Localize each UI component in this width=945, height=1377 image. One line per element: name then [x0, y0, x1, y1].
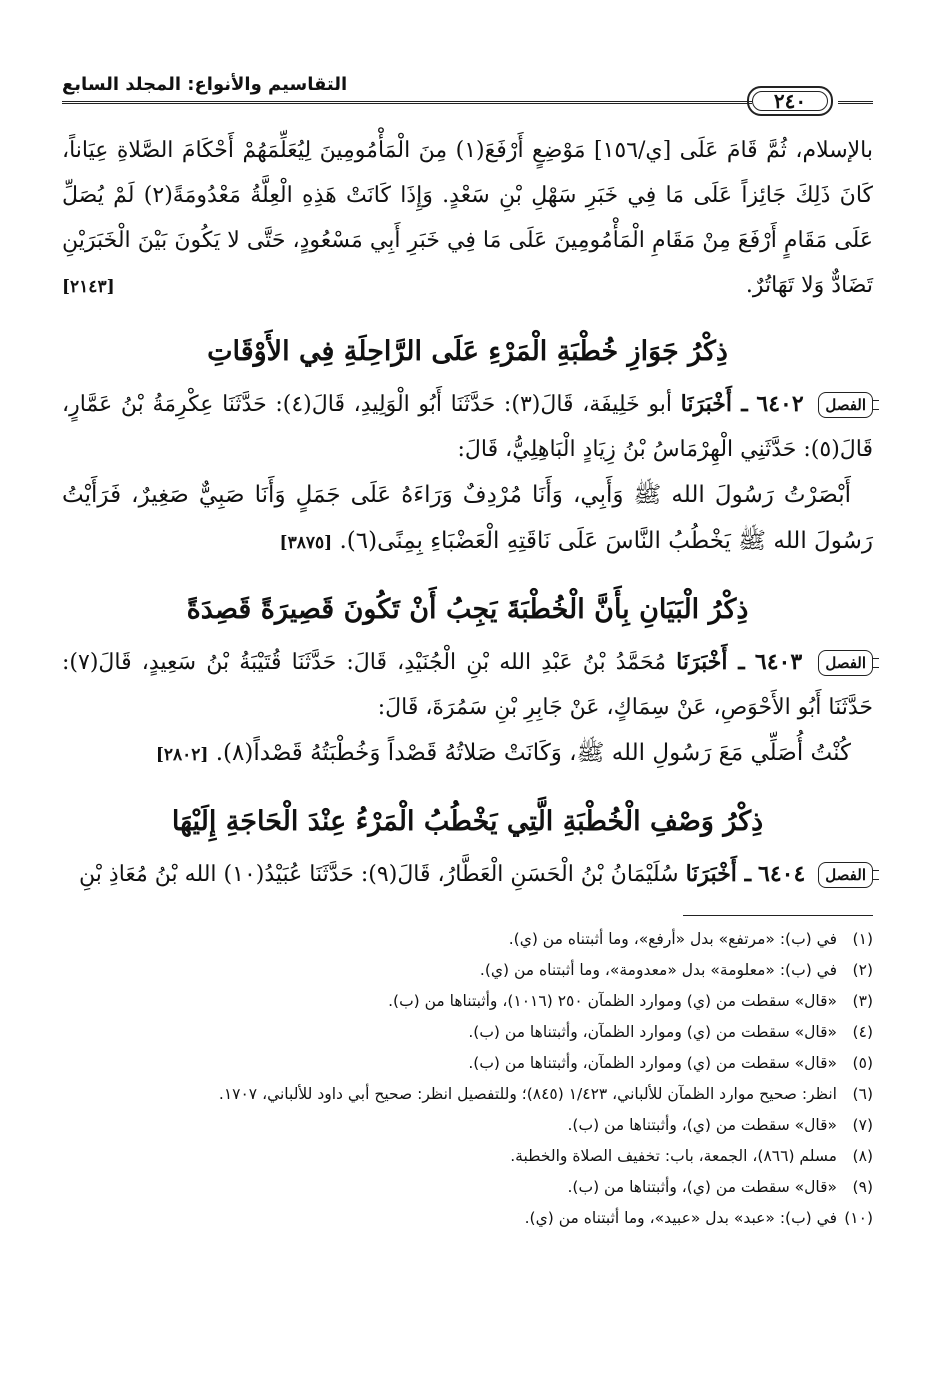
footnote-text: انظر: صحيح موارد الظمآن للألباني، ١/٤٢٣ (٨٤٥)؛ وللتفصيل انظر: صحيح أبي داود للألباني، ١٧٠٧. [218, 1085, 837, 1103]
matn-text: أَبْصَرْتُ رَسُولَ الله ﷺ وَأَبِي، وَأَنَا مُرْدِفٌ وَرَاءَهُ عَلَى جَمَلٍ وَأَنَا صَبِيٌّ صَغِيرٌ، فَرَأَيْتُ رَسُولَ الله ﷺ يَخْطُبُ النَّاسَ عَلَى نَاقَتِهِ الْعَضْبَاءِ بِمِنًى(٦). [62, 482, 873, 554]
footnote-number: (٤) [852, 1023, 873, 1041]
footnote-number: (٣) [852, 992, 873, 1010]
footnote-number: (٨) [852, 1147, 873, 1165]
section-heading: ذِكْرُ جَوَازِ خُطْبَةِ الْمَرْءِ عَلَى الرَّاحِلَةِ فِي الأَوْقَاتِ [207, 336, 728, 367]
hadith-number: ٦٤٠٣ [754, 649, 803, 675]
footnote-text: مسلم (٨٦٦)، الجمعة، باب: تخفيف الصلاة والخطبة. [510, 1147, 837, 1165]
hadith-matn [62, 730, 873, 778]
hadith-isnad: الفصل ٦٤٠٣ ـ أَخْبَرَنَا مُحَمَّدُ بْنُ عَبْدِ الله بْنِ الْجُنَيْدِ، قَالَ: حَدَّثَنَا قُتَيْبَةُ بْنُ سَعِيدٍ، قَالَ(٧): حَدَّثَنَا أَبُو الأَحْوَصِ، عَنْ سِمَاكٍ، عَنْ جَابِرِ بْنِ سَمُرَةَ، قَالَ: [62, 649, 873, 720]
page-body [62, 128, 873, 1234]
footnote [62, 1048, 873, 1079]
hadith-isnad: الفصل ٦٤٠٢ ـ أَخْبَرَنَا أبو خَلِيفَة، قَالَ(٣): حَدَّثَنَا أَبُو الْوَلِيدِ، قَالَ(٤): حَدَّثَنَا عِكْرِمَةُ بْنُ عَمَّارٍ، قَالَ(٥): حَدَّثَنِي الْهِرْمَاسُ بْنُ زِيَادٍ الْبَاهِلِيُّ، قَالَ: [62, 391, 873, 462]
fasl-badge: الفصل [818, 650, 873, 676]
footnote [62, 1079, 873, 1110]
hadith-reference: [٣٨٧٥] [279, 533, 333, 553]
fasl-badge: الفصل [818, 862, 873, 888]
footnotes [62, 924, 873, 1234]
footnote [62, 955, 873, 986]
header-rule-right [838, 101, 873, 104]
page-header [62, 70, 873, 122]
running-head: التقاسيم والأنواع: المجلد السابع [62, 74, 348, 95]
footnote-text: «قال» سقطت من (ي) وموارد الظمآن ٢٥٠ (١٠١٦)، وأثبتناها من (ب). [388, 992, 837, 1010]
header-rule [62, 101, 752, 104]
matn-text: كُنْتُ أُصَلِّي مَعَ رَسُولِ الله ﷺ، وَكَانَتْ صَلاتُهُ قَصْداً وَخُطْبَتُهُ قَصْداً(٨). [215, 740, 851, 766]
hadith-number: ٦٤٠٢ [756, 391, 804, 417]
footnote [62, 1141, 873, 1172]
intro-reference: [٢١٤٣] [62, 277, 115, 297]
akhbarana: أَخْبَرَنَا [680, 391, 732, 417]
page-number: ٢٤٠ [773, 89, 807, 113]
footnote-number: (٧) [852, 1116, 873, 1134]
footnote-text: «قال» سقطت من (ي) وموارد الظمآن، وأثبتناها من (ب). [468, 1054, 837, 1072]
section-heading: ذِكْرُ الْبَيَانِ بِأَنَّ الْخُطْبَةَ يَجِبُ أَنْ تَكُونَ قَصِيرَةً قَصِدَةً [186, 594, 749, 625]
intro-text: بالإسلام، ثُمَّ قَامَ عَلَى [ي/١٥٦] مَوْضِعٍ أَرْفَعَ(١) مِنَ الْمَأْمُومِينَ لِيُعَلِّمَهُمْ أَحْكَامَ الصَّلاةِ عِيَاناً، كَانَ ذَلِكَ جَائِزاً عَلَى مَا فِي خَبَرِ سَهْلِ بْنِ سَعْدٍ. وَإِذَا كَانَتْ هَذِهِ الْعِلَّةُ مَعْدُومَةً(٢) لَمْ يُصَلِّ عَلَى مَقَامٍ أَرْفَعَ مِنْ مَقَامِ الْمَأْمُومِينَ عَلَى مَا فِي خَبَرِ أَبِي مَسْعُودٍ، حَتَّى لا يَكُونَ بَيْنَ الْخَبَرَيْنِ تَضَادٌّ وَلا تَهَاتُرٌ. [62, 138, 874, 298]
footnote-number: (٦) [852, 1085, 873, 1103]
footnote-text: في (ب): «عبد» بدل «عبيد»، وما أثبتناه من (ي). [524, 1209, 837, 1227]
book-page [62, 70, 873, 1234]
hadith-number: ٦٤٠٤ [758, 861, 806, 887]
footnote [62, 1110, 873, 1141]
akhbarana: أَخْبَرَنَا [676, 649, 728, 675]
hadith-matn [62, 472, 873, 566]
footnote-number: (١٠) [844, 1209, 873, 1227]
footnote-text: «قال» سقطت من (ي)، وأثبتناها من (ب). [567, 1116, 837, 1134]
fasl-badge: الفصل [818, 392, 873, 418]
footnote-number: (١) [852, 930, 873, 948]
footnote [62, 1172, 873, 1203]
footnote-text: «قال» سقطت من (ي) وموارد الظمآن، وأثبتناها من (ب). [468, 1023, 837, 1041]
section-heading: ذِكْرُ وَصْفِ الْخُطْبَةِ الَّتِي يَخْطُبُ الْمَرْءُ عِنْدَ الْحَاجَةِ إِلَيْهَا [171, 806, 764, 837]
isnad-text: أبو خَلِيفَة، قَالَ(٣): حَدَّثَنَا أَبُو الْوَلِيدِ، قَالَ(٤): حَدَّثَنَا عِكْرِمَةُ بْنُ عَمَّارٍ، قَالَ(٥): حَدَّثَنِي الْهِرْمَاسُ بْنُ زِيَادٍ الْبَاهِلِيُّ، قَالَ: [62, 392, 873, 462]
footnote-text: في (ب): «مرتفع» بدل «أرفع»، وما أثبتناه من (ي). [508, 930, 837, 948]
footnote-text: «قال» سقطت من (ي)، وأثبتناها من (ب). [567, 1178, 837, 1196]
hadith-isnad: الفصل ٦٤٠٤ ـ أَخْبَرَنَا سُلَيْمَانُ بْنُ الْحَسَنِ الْعَطَّارُ، قَالَ(٩): حَدَّثَنَا عُبَيْدُ(١٠) الله بْنُ مُعَاذِ بْنِ [62, 852, 873, 897]
footnote-number: (٥) [852, 1054, 873, 1072]
footnote [62, 986, 873, 1017]
isnad-text: مُحَمَّدُ بْنُ عَبْدِ الله بْنِ الْجُنَيْدِ، قَالَ: حَدَّثَنَا قُتَيْبَةُ بْنُ سَعِيدٍ، قَالَ(٧): حَدَّثَنَا أَبُو الأَحْوَصِ، عَنْ سِمَاكٍ، عَنْ جَابِرِ بْنِ سَمُرَةَ، قَالَ: [62, 650, 873, 720]
hadith-reference: [٢٨٠٢] [155, 745, 209, 765]
isnad-text: سُلَيْمَانُ بْنُ الْحَسَنِ الْعَطَّارُ، قَالَ(٩): حَدَّثَنَا عُبَيْدُ(١٠) الله بْنُ مُعَاذِ بْنِ [79, 862, 679, 887]
page-number-frame [747, 86, 833, 116]
intro-paragraph [62, 128, 873, 308]
footnote-number: (٩) [852, 1178, 873, 1196]
footnote-number: (٢) [852, 961, 873, 979]
footnote-rule [683, 915, 873, 916]
footnote [62, 1203, 873, 1234]
akhbarana: أَخْبَرَنَا [685, 861, 737, 887]
footnote [62, 1017, 873, 1048]
footnote [62, 924, 873, 955]
footnote-text: في (ب): «معلومة» بدل «معدومة»، وما أثبتناه من (ي). [479, 961, 837, 979]
